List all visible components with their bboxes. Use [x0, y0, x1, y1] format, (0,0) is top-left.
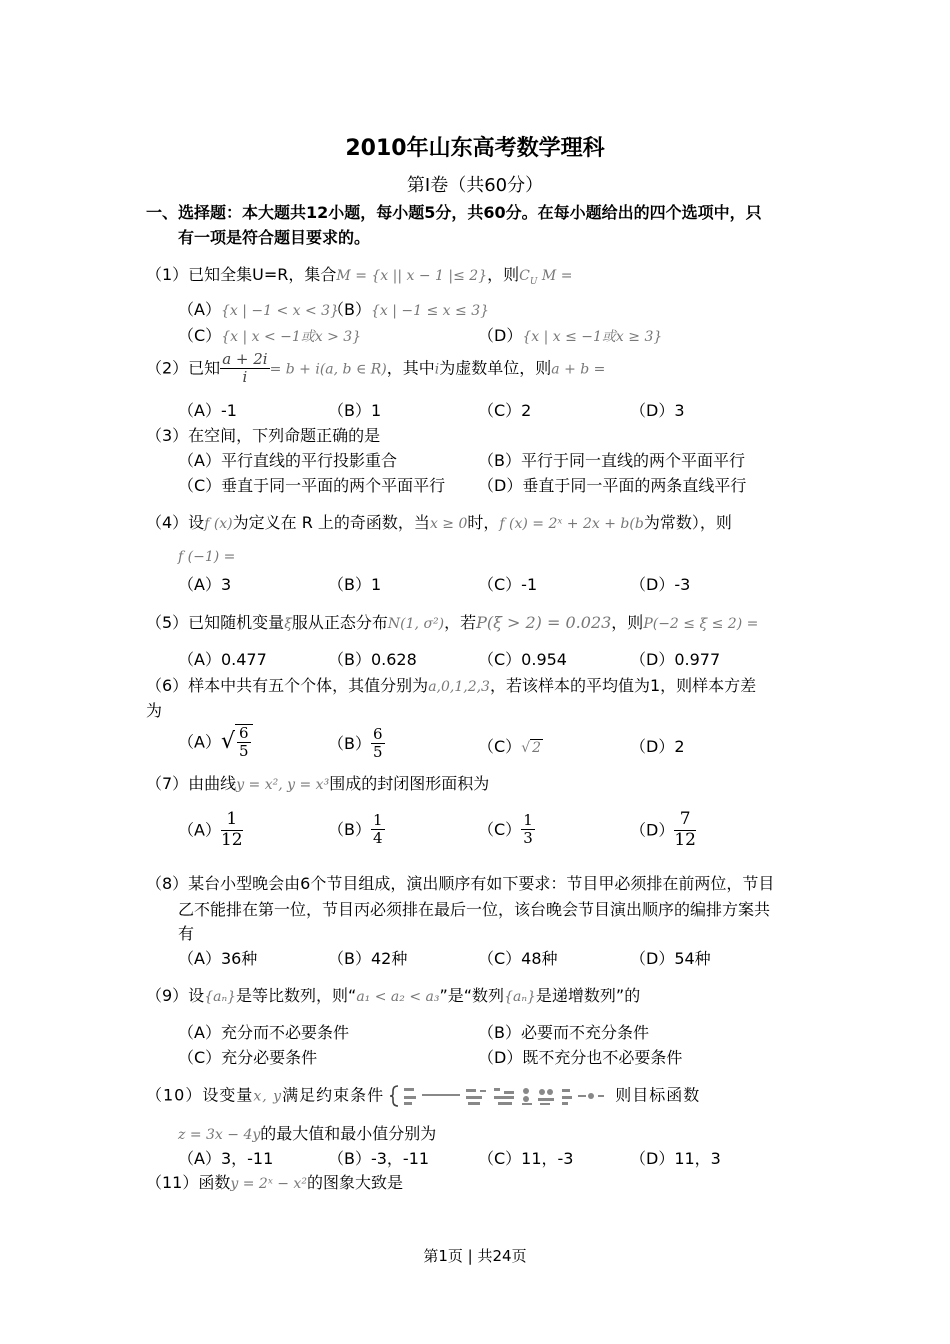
q1-complement-sub: U [529, 277, 538, 288]
q6-option-c: （C）√ 2 [478, 737, 542, 756]
q10-option-d: （D）11，3 [630, 1149, 721, 1168]
q6-option-a-fraction: $\frac{6}{5}$ [238, 724, 249, 761]
q5-option-b: （B）0.628 [328, 650, 417, 669]
q2-text3: 为虚数单位，则 [439, 358, 552, 378]
q4-fx: f (x) [204, 516, 233, 532]
q6-t2: ，若该样本的平均值为1，则样本方差 [489, 676, 757, 695]
q1-option-d [478, 326, 662, 346]
page-footer: 第1页 | 共24页 [423, 1247, 527, 1265]
q7-option-b-label: （B） [328, 820, 371, 840]
q5-t2: 服从正态分布 [291, 613, 388, 632]
q7-t1: （7）由曲线 [146, 774, 237, 793]
question-10 [146, 1084, 700, 1108]
q10-t4: 的最大值和最小值分别为 [260, 1124, 437, 1143]
q4-t2: 为定义在 R 上的奇函数，当 [232, 513, 430, 532]
q2-eq: = b + i(a, b ∈ R) [269, 361, 387, 378]
q6-option-b-fraction: $\frac{6}{5}$ [372, 725, 383, 762]
q1-option-a [178, 300, 339, 320]
q3-option-c: （C）垂直于同一平面的两个平面平行 [178, 476, 446, 495]
q6-values: a,0,1,2,3 [428, 679, 490, 695]
q4-t4: 为常数），则 [643, 513, 732, 532]
question-3: （3）在空间，下列命题正确的是 [146, 426, 381, 445]
q5-t1: （5）已知随机变量 [146, 613, 285, 632]
q4-option-a: （A）3 [178, 575, 232, 594]
q6-t1: （6）样本中共有五个个体，其值分别为 [146, 676, 429, 695]
q3-option-d: （D）垂直于同一平面的两条直线平行 [478, 476, 747, 495]
q2-text: （2）已知 [146, 358, 221, 378]
q10-option-a: （A）3，-11 [178, 1149, 274, 1168]
q1-text: （1）已知全集U=R，集合 [146, 265, 337, 284]
q1-option-b-label: （B） [328, 300, 371, 319]
q1-complement: C [519, 268, 530, 284]
question-8-line1: （8）某台小型晚会由6个节目组成，演出顺序有如下要求：节目甲必须排在前两位，节目 [146, 874, 775, 893]
question-6 [146, 676, 756, 696]
q1-m-eq: M = [537, 268, 573, 284]
q10-option-b: （B）-3，-11 [328, 1149, 430, 1168]
q10-option-c: （C）11，-3 [478, 1149, 574, 1168]
q2-option-b: （B）1 [328, 401, 382, 420]
q2-i: i [434, 361, 440, 378]
question-9 [146, 986, 640, 1006]
section-heading-line1: 一、选择题：本大题共12小题，每小题5分，共60分。在每小题给出的四个选项中，只 [146, 203, 762, 222]
q10-t1: （10）设变量 [146, 1085, 254, 1105]
q11-t2: 的图象大致是 [306, 1173, 403, 1192]
q5-normal: N(1, σ²) [387, 616, 445, 632]
q9-seq2: {aₙ} [504, 989, 536, 1005]
q8-option-a: （A）36种 [178, 949, 258, 968]
q4-def: f (x) = 2ˣ + 2x + b(b [499, 516, 644, 532]
question-4 [146, 513, 732, 533]
q5-option-a: （A）0.477 [178, 650, 267, 669]
q6-option-d: （D）2 [630, 737, 685, 756]
q10-objective [178, 1124, 436, 1144]
q1-option-a-label: （A） [178, 300, 221, 319]
q6-option-a: （A）√ $\frac{6}{5}$ [178, 724, 253, 761]
q11-t1: （11）函数 [146, 1173, 231, 1192]
q9-seq: {aₙ} [204, 989, 237, 1005]
q7-option-a-fraction: $\frac{1}{12}$ [220, 809, 243, 850]
q1-option-b [328, 300, 489, 320]
question-8-line2: 乙不能排在第一位，节目丙必须排在最后一位，该台晚会节目演出顺序的编排方案共 [178, 900, 771, 919]
q1-option-d-label: （D） [478, 326, 523, 345]
q9-t4: 是递增数列”的 [535, 986, 641, 1005]
q4-option-d: （D）-3 [630, 575, 691, 594]
q6-t3: 为 [146, 701, 163, 720]
question-7 [146, 774, 489, 794]
q10-vars: x, y [253, 1088, 283, 1105]
q1-option-b-value: {x | −1 ≤ x ≤ 3} [370, 303, 490, 319]
q9-option-d: （D）既不充分也不必要条件 [478, 1048, 683, 1067]
q8-option-c: （C）48种 [478, 949, 558, 968]
q5-prob: P(ξ > 2) = 0.023 [476, 613, 612, 632]
q6-option-c-label: （C） [478, 737, 522, 756]
q2-option-a: （A）-1 [178, 401, 237, 420]
q7-option-b [328, 812, 385, 848]
q5-t4: ，则 [611, 613, 644, 632]
q1-option-d-value: {x | x ≤ −1或x ≥ 3} [522, 329, 663, 345]
q11-func: y = 2ˣ − x² [230, 1176, 307, 1192]
q4-cond: x ≥ 0 [429, 516, 468, 532]
question-5 [146, 613, 758, 633]
q9-option-c: （C）充分必要条件 [178, 1048, 318, 1067]
q6-option-b [328, 726, 385, 762]
q7-option-b-fraction: $\frac{1}{4}$ [372, 811, 383, 848]
question-8-line3: 有 [178, 924, 195, 943]
q5-t3: ，若 [444, 613, 477, 632]
question-11 [146, 1173, 403, 1193]
question-2 [146, 351, 605, 387]
q3-option-a: （A）平行直线的平行投影重合 [178, 451, 397, 470]
q8-option-b: （B）42种 [328, 949, 408, 968]
q6-option-a-label: （A） [178, 732, 221, 752]
q6-option-b-label: （B） [328, 734, 371, 754]
page-title: 2010年山东高考数学理科 [345, 136, 605, 161]
constraint-system-image [390, 1084, 615, 1108]
q5-option-c: （C）0.954 [478, 650, 567, 669]
q4-option-c: （C）-1 [478, 575, 538, 594]
q2-option-d: （D）3 [630, 401, 685, 420]
q1-option-c-label: （C） [178, 326, 222, 345]
q8-option-d: （D）54种 [630, 949, 711, 968]
q7-option-d [630, 810, 696, 850]
q10-t3: 则目标函数 [615, 1085, 701, 1105]
q2-option-c: （C）2 [478, 401, 532, 420]
q7-option-d-label: （D） [630, 820, 675, 840]
q4-t3: 时， [467, 513, 500, 532]
q1-option-a-value: {x | −1 < x < 3} [220, 303, 339, 319]
q4-t1: （4）设 [146, 513, 205, 532]
q10-z: z = 3x − 4y [178, 1127, 261, 1143]
q9-option-a: （A）充分而不必要条件 [178, 1023, 349, 1042]
q5-target: P(−2 ≤ ξ ≤ 2) = [643, 616, 759, 632]
q10-t2: 满足约束条件 [282, 1085, 385, 1105]
page-subtitle: 第Ⅰ卷（共60分） [406, 175, 544, 196]
q9-t2: 是等比数列，则“ [236, 986, 357, 1005]
q7-option-c [478, 812, 535, 848]
q1-option-c-value: {x | x < −1或x > 3} [221, 329, 362, 345]
q7-option-c-label: （C） [478, 820, 522, 840]
q7-option-d-fraction: $\frac{7}{12}$ [674, 809, 696, 850]
q7-t2: 围成的封闭图形面积为 [329, 774, 490, 793]
q7-curves: y = x², y = x³ [236, 777, 330, 793]
q7-option-a [178, 810, 243, 850]
q1-option-c [178, 326, 361, 346]
q1-text2: ，则 [487, 265, 520, 284]
q5-option-d: （D）0.977 [630, 650, 721, 669]
q7-option-a-label: （A） [178, 820, 221, 840]
q6-option-c-value: 2 [532, 740, 542, 756]
q2-fraction: $\frac{a + 2i}{i}$ [222, 350, 268, 387]
q9-t3: ”是“数列 [439, 986, 505, 1005]
q5-xi: ξ [284, 616, 292, 632]
section-heading-line2: 有一项是符合题目要求的。 [178, 228, 371, 247]
question-1 [146, 265, 572, 288]
q2-sum: a + b = [551, 361, 606, 378]
q7-option-c-fraction: $\frac{1}{3}$ [523, 811, 533, 848]
q4-option-b: （B）1 [328, 575, 382, 594]
q1-set-m: M = {x || x − 1 |≤ 2} [336, 268, 488, 284]
q9-option-b: （B）必要而不充分条件 [478, 1023, 649, 1042]
q4-f-minus1: f (−1) = [178, 549, 236, 565]
q3-option-b: （B）平行于同一直线的两个平面平行 [478, 451, 745, 470]
q9-t1: （9）设 [146, 986, 205, 1005]
q9-ineq: a₁ < a₂ < a₃ [356, 989, 440, 1005]
q2-text2: ，其中 [386, 358, 435, 378]
